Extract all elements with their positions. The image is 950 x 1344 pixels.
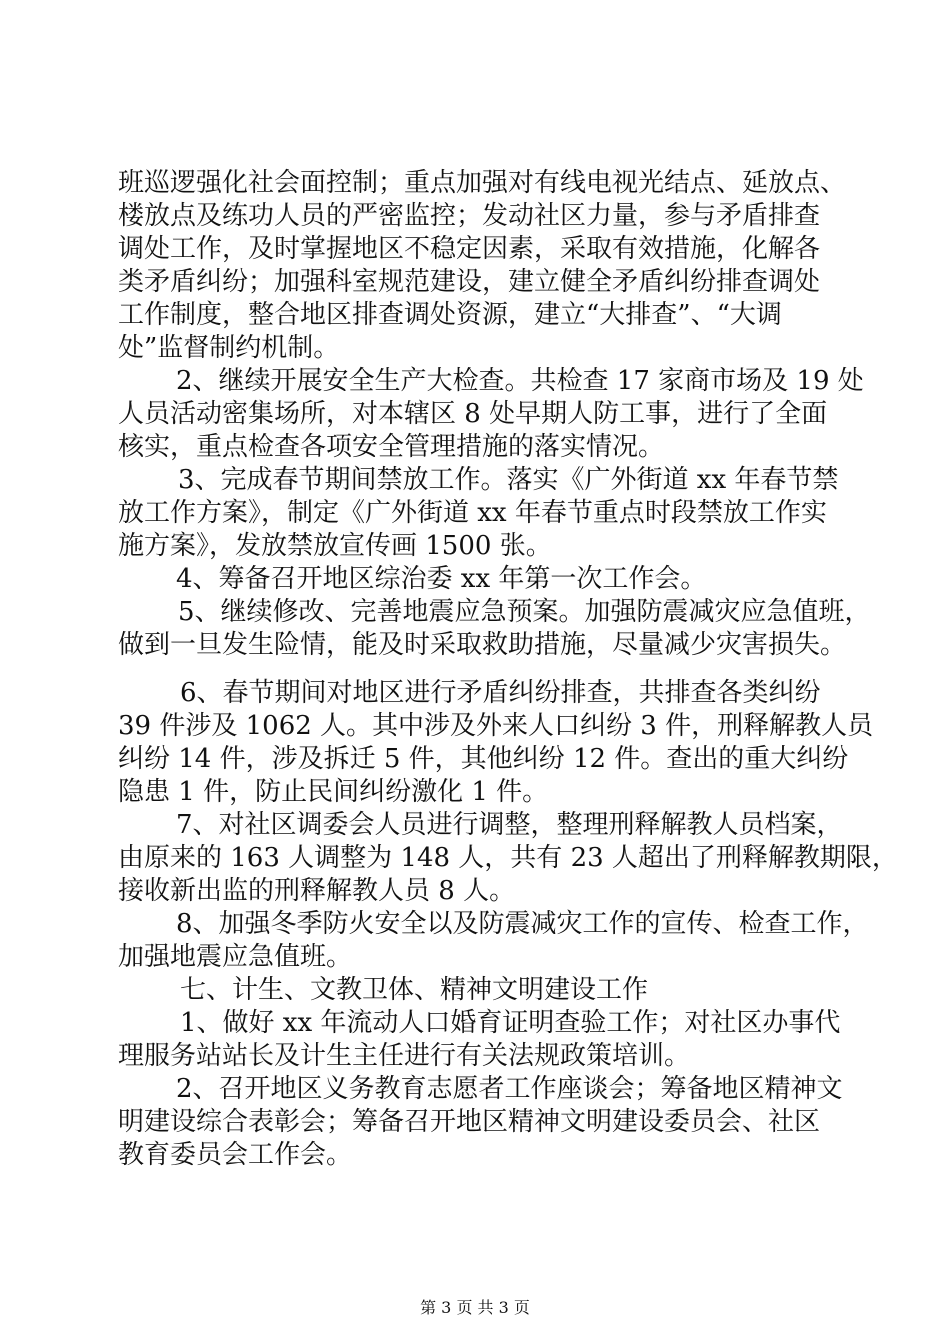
- text-line: 纠纷 14 件，涉及拆迁 5 件，其他纠纷 12 件。查出的重大纠纷: [118, 744, 849, 774]
- text-line: 核实，重点检查各项安全管理措施的落实情况。: [118, 432, 665, 462]
- text-line: 人员活动密集场所，对本辖区 8 处早期人防工事，进行了全面: [118, 399, 828, 429]
- text-line: 类矛盾纠纷；加强科室规范建设，建立健全矛盾纠纷排查调处: [118, 267, 821, 297]
- text-line: 2、继续开展安全生产大检查。共检查 17 家商市场及 19 处: [176, 366, 864, 396]
- text-line: 调处工作，及时掌握地区不稳定因素，采取有效措施，化解各: [118, 234, 821, 264]
- text-line: 隐患 1 件，防止民间纠纷激化 1 件。: [118, 777, 549, 807]
- text-line: 7、对社区调委会人员进行调整，整理刑释解教人员档案，: [176, 810, 843, 840]
- text-line: 6、春节期间对地区进行矛盾纠纷排查，共排查各类纠纷: [180, 678, 821, 708]
- text-line: 做到一旦发生险情，能及时采取救助措施，尽量减少灾害损失。: [118, 630, 847, 660]
- text-line: 8、加强冬季防火安全以及防震减灾工作的宣传、检查工作，: [176, 909, 869, 939]
- text-line: 施方案》，发放禁放宣传画 1500 张。: [118, 531, 552, 561]
- text-line: 教育委员会工作会。: [118, 1140, 353, 1170]
- text-line: 明建设综合表彰会；筹备召开地区精神文明建设委员会、社区: [118, 1107, 821, 1137]
- text-line: 理服务站站长及计生主任进行有关法规政策培训。: [118, 1041, 691, 1071]
- text-line: 4、筹备召开地区综治委 xx 年第一次工作会。: [176, 564, 707, 594]
- text-line: 由原来的 163 人调整为 148 人，共有 23 人超出了刑释解教期限，: [118, 843, 898, 873]
- text-line: 1、做好 xx 年流动人口婚育证明查验工作；对社区办事代: [180, 1008, 841, 1038]
- text-line: 班巡逻强化社会面控制；重点加强对有线电视光结点、延放点、: [118, 168, 847, 198]
- text-line: 七、计生、文教卫体、精神文明建设工作: [180, 975, 649, 1005]
- page-footer: 第 3 页 共 3 页: [420, 1298, 530, 1317]
- text-line: 工作制度，整合地区排查调处资源，建立“大排查”、“大调: [118, 300, 782, 330]
- text-line: 2、召开地区义务教育志愿者工作座谈会；筹备地区精神文: [176, 1074, 843, 1104]
- text-line: 5、继续修改、完善地震应急预案。加强防震减灾应急值班，: [178, 597, 871, 627]
- text-line: 加强地震应急值班。: [118, 942, 353, 972]
- text-line: 楼放点及练功人员的严密监控；发动社区力量，参与矛盾排查: [118, 201, 821, 231]
- text-line: 放工作方案》，制定《广外街道 xx 年春节重点时段禁放工作实: [118, 498, 827, 528]
- text-line: 39 件涉及 1062 人。其中涉及外来人口纠纷 3 件，刑释解教人员: [118, 711, 874, 741]
- text-line: 处”监督制约机制。: [118, 333, 340, 363]
- text-line: 3、完成春节期间禁放工作。落实《广外街道 xx 年春节禁: [178, 465, 839, 495]
- text-line: 接收新出监的刑释解教人员 8 人。: [118, 876, 516, 906]
